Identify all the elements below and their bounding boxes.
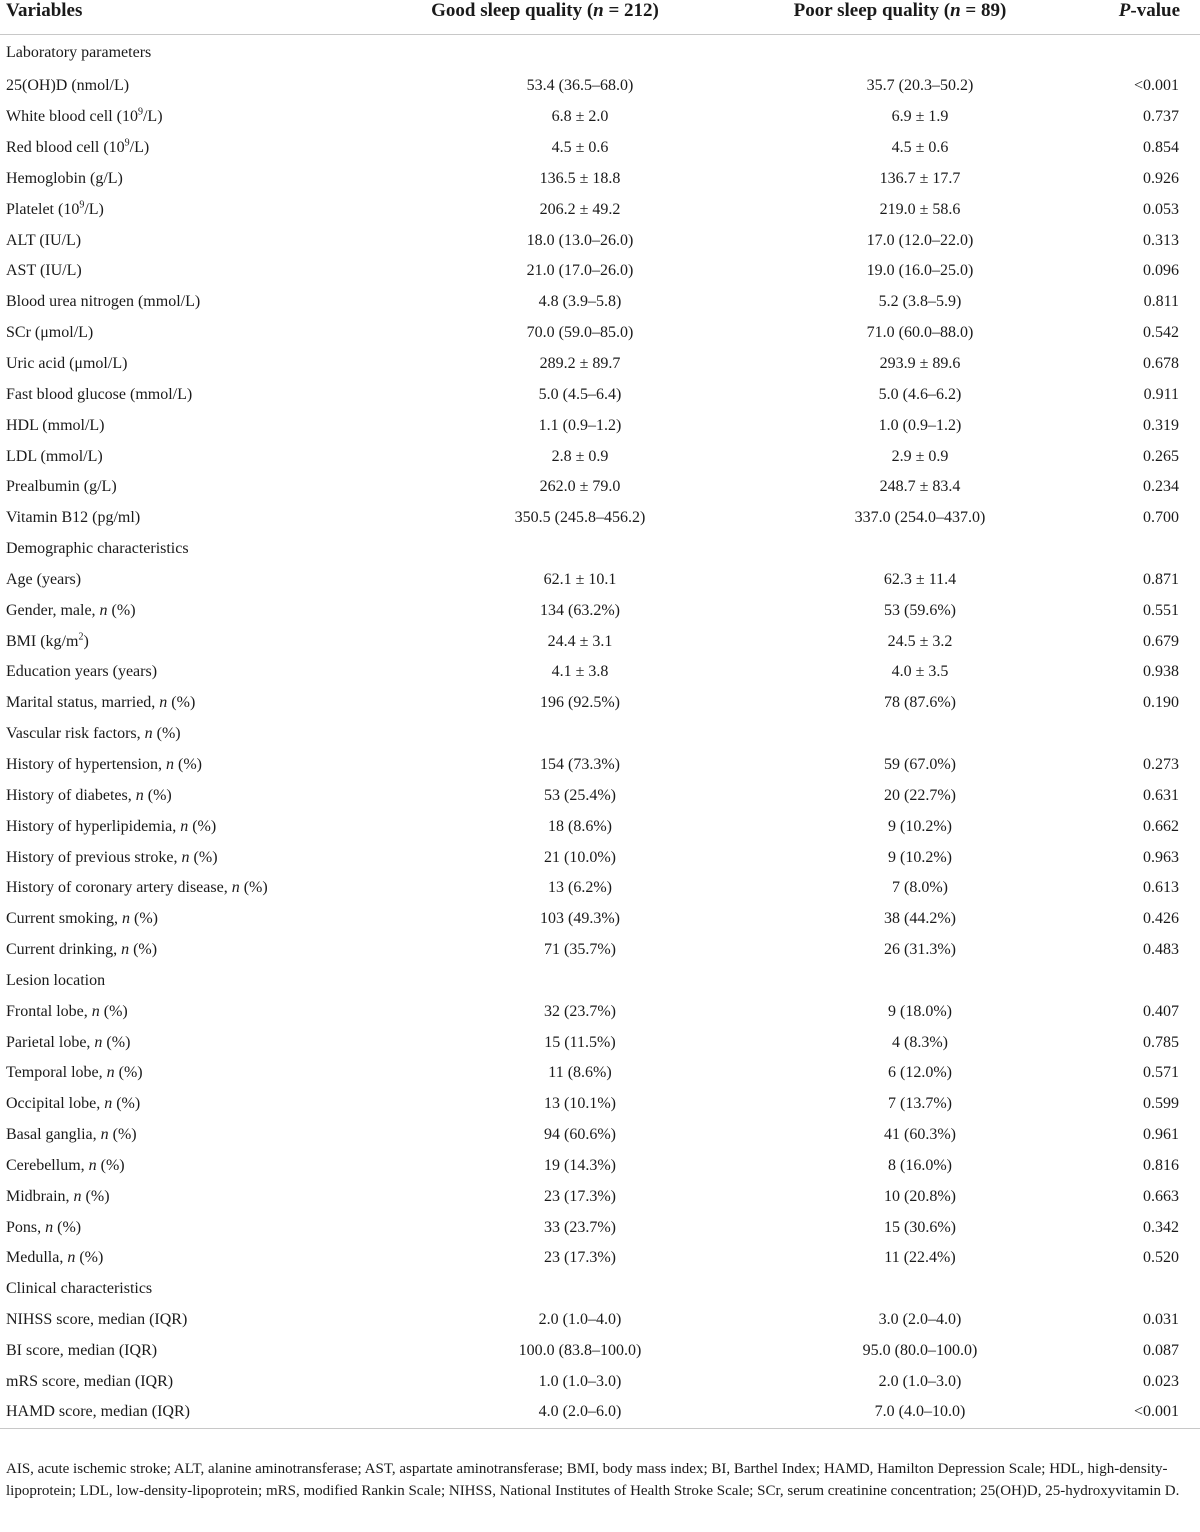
table-row [0,565,1200,596]
table-row [0,441,1200,472]
good-sleep-value: 4.1 ± 3.8 [551,663,609,681]
poor-sleep-value: 6.9 ± 1.9 [891,108,949,126]
good-sleep-value: 262.0 ± 79.0 [539,478,621,496]
poor-sleep-value: 19.0 (16.0–25.0) [866,262,974,280]
poor-sleep-value: 4.5 ± 0.6 [891,139,949,157]
table-row [0,688,1200,719]
poor-sleep-value: 9 (10.2%) [888,817,952,835]
header-p-value: P-value [1090,0,1200,34]
poor-sleep-value: 5.2 (3.8–5.9) [878,293,962,311]
poor-sleep-value: 95.0 (80.0–100.0) [862,1342,978,1360]
section-row [0,534,1200,565]
row-label: Medulla, n (%) [6,1249,104,1267]
row-label: BI score, median (IQR) [6,1342,158,1360]
p-value: 0.854 [1143,139,1179,157]
p-value: 0.816 [1143,1156,1179,1174]
p-value: 0.871 [1143,570,1179,588]
poor-sleep-value: 6 (12.0%) [888,1064,952,1082]
good-sleep-value: 21.0 (17.0–26.0) [526,262,634,280]
poor-sleep-value: 9 (18.0%) [888,1002,952,1020]
poor-sleep-value: 20 (22.7%) [884,786,956,804]
table-row [0,133,1200,164]
p-value: 0.961 [1143,1126,1179,1144]
poor-sleep-value: 2.0 (1.0–3.0) [878,1372,962,1390]
table-row [0,1120,1200,1151]
good-sleep-value: 71 (35.7%) [544,941,616,959]
good-sleep-value: 11 (8.6%) [548,1064,612,1082]
row-label: LDL (mmol/L) [6,447,103,465]
good-sleep-value: 15 (11.5%) [544,1033,616,1051]
poor-sleep-value: 59 (67.0%) [884,755,956,773]
good-sleep-value: 70.0 (59.0–85.0) [526,324,634,342]
row-label: ALT (IU/L) [6,231,82,249]
table-header [0,0,1200,34]
poor-sleep-value: 136.7 ± 17.7 [879,169,961,187]
poor-sleep-value: 3.0 (2.0–4.0) [878,1311,962,1329]
table-row [0,750,1200,781]
row-label: Parietal lobe, n (%) [6,1033,131,1051]
p-value: 0.737 [1143,108,1179,126]
poor-sleep-value: 15 (30.6%) [884,1218,956,1236]
table-row [0,811,1200,842]
poor-sleep-value: 41 (60.3%) [884,1126,956,1144]
p-value: <0.001 [1133,77,1179,95]
good-sleep-value: 94 (60.6%) [544,1126,616,1144]
p-value: 0.571 [1143,1064,1179,1082]
p-value: 0.551 [1143,601,1179,619]
good-sleep-value: 33 (23.7%) [544,1218,616,1236]
poor-sleep-value: 1.0 (0.9–1.2) [878,416,962,434]
poor-sleep-value: 24.5 ± 3.2 [887,632,953,650]
good-sleep-value: 289.2 ± 89.7 [539,355,621,373]
p-value: 0.483 [1143,941,1179,959]
p-value: 0.911 [1143,385,1179,403]
table-row [0,194,1200,225]
poor-sleep-value: 7 (8.0%) [892,879,948,897]
row-label: History of previous stroke, n (%) [6,848,218,866]
poor-sleep-value: 11 (22.4%) [884,1249,956,1267]
table-row [0,1397,1200,1428]
row-label: History of hyperlipidemia, n (%) [6,817,217,835]
p-value: 0.926 [1143,169,1179,187]
good-sleep-value: 196 (92.5%) [540,694,620,712]
row-label: Occipital lobe, n (%) [6,1095,141,1113]
table-footnote: AIS, acute ischemic stroke; ALT, alanine aminotransferase; AST, aspartate aminotransferase; BMI, body mass index; BI, Barthel Index; HAMD, Hamilton Depression Scale; HDL, high-density-lipoprotein; LDL, low-density-lipoprotein; mRS, modified Rankin Scale; NIHSS, National Institutes of Health Stroke Scale; SCr, serum creatinine concentration; 25(OH)D, 25-hydroxyvitamin D. [6,1461,1180,1499]
table-row [0,1058,1200,1089]
row-label: AST (IU/L) [6,262,82,280]
good-sleep-value: 23 (17.3%) [544,1249,616,1267]
poor-sleep-value: 248.7 ± 83.4 [879,478,961,496]
poor-sleep-value: 26 (31.3%) [884,941,956,959]
p-value: 0.407 [1143,1002,1179,1020]
section-row [0,1274,1200,1305]
good-sleep-value: 32 (23.7%) [544,1002,616,1020]
good-sleep-value: 23 (17.3%) [544,1187,616,1205]
p-value: 0.631 [1143,786,1179,804]
poor-sleep-value: 4 (8.3%) [892,1033,948,1051]
p-value: 0.319 [1143,416,1179,434]
row-label: BMI $(kg/m^2)$ [6,631,89,650]
poor-sleep-value: 10 (20.8%) [884,1187,956,1205]
good-sleep-value: 24.4 ± 3.1 [547,632,613,650]
row-label: 25(OH)D (nmol/L) [6,77,130,95]
p-value: 0.273 [1143,755,1179,773]
p-value: 0.700 [1143,509,1179,527]
good-sleep-value: 134 (63.2%) [540,601,620,619]
poor-sleep-value: 5.0 (4.6–6.2) [878,385,962,403]
p-value: 0.426 [1143,910,1179,928]
table-body [0,34,1200,1428]
row-label: History of hypertension, n (%) [6,755,202,773]
header-variables: Variables [0,0,380,34]
poor-sleep-value: 219.0 ± 58.6 [879,200,961,218]
row-label: Marital status, married, n (%) [6,694,196,712]
section-label: Vascular risk factors, n (%) [6,725,181,743]
poor-sleep-value: 71.0 (60.0–88.0) [866,324,974,342]
poor-sleep-value: 7.0 (4.0–10.0) [710,1397,1090,1428]
good-sleep-value: 100.0 (83.8–100.0) [518,1342,642,1360]
p-value: 0.679 [1143,632,1179,650]
good-sleep-value: 53 (25.4%) [544,786,616,804]
header-good-sleep: Good sleep quality (n = 212) [380,0,710,34]
row-label: Current smoking, n (%) [6,910,158,928]
table-row [0,935,1200,966]
row-label: HAMD score, median (IQR) [0,1397,380,1428]
section-row [0,965,1200,996]
good-sleep-value: 4.5 ± 0.6 [551,139,609,157]
row-label: Temporal lobe, n (%) [6,1064,143,1082]
row-label: Prealbumin (g/L) [6,478,117,496]
good-sleep-value: 4.0 (2.0–6.0) [380,1397,710,1428]
table-row [0,503,1200,534]
row-label: Basal ganglia, n (%) [6,1126,137,1144]
poor-sleep-value: 9 (10.2%) [888,848,952,866]
good-sleep-value: 4.8 (3.9–5.8) [538,293,622,311]
table-row [0,996,1200,1027]
poor-sleep-value: 4.0 ± 3.5 [891,663,949,681]
table-row [0,904,1200,935]
p-value: <0.001 [1090,1397,1200,1428]
table-row [0,595,1200,626]
good-sleep-value: 2.0 (1.0–4.0) [538,1311,622,1329]
poor-sleep-value: 78 (87.6%) [884,694,956,712]
section-label: Laboratory parameters [6,43,152,61]
p-value: 0.053 [1143,200,1179,218]
row-label: Uric acid (μmol/L) [6,355,128,373]
table-row [0,1366,1200,1397]
p-value: 0.096 [1143,262,1179,280]
row-label: HDL (mmol/L) [6,416,105,434]
table-row [0,410,1200,441]
p-value: 0.342 [1143,1218,1179,1236]
row-label: mRS score, median (IQR) [6,1372,174,1390]
table-row [0,1305,1200,1336]
poor-sleep-value: 7 (13.7%) [888,1095,952,1113]
table-row [0,873,1200,904]
p-value: 0.662 [1143,817,1179,835]
poor-sleep-value: 2.9 ± 0.9 [891,447,949,465]
row-label: Education years (years) [6,663,158,681]
p-value: 0.938 [1143,663,1179,681]
poor-sleep-value: 8 (16.0%) [888,1156,952,1174]
table-row [0,1027,1200,1058]
table-row [0,102,1200,133]
p-value: 0.663 [1143,1187,1179,1205]
good-sleep-value: 1.0 (1.0–3.0) [538,1372,622,1390]
table-row [0,472,1200,503]
good-sleep-value: 1.1 (0.9–1.2) [538,416,622,434]
good-sleep-value: 19 (14.3%) [544,1156,616,1174]
p-value: 0.613 [1143,879,1179,897]
p-value: 0.031 [1143,1311,1179,1329]
table-row [0,225,1200,256]
good-sleep-value: 62.1 ± 10.1 [543,570,617,588]
good-sleep-value: 6.8 ± 2.0 [551,108,609,126]
p-value: 0.542 [1143,324,1179,342]
table-row [0,71,1200,102]
good-sleep-value: 136.5 ± 18.8 [539,169,621,187]
row-label: Cerebellum, n (%) [6,1156,125,1174]
table-row [0,1151,1200,1182]
p-value: 0.234 [1143,478,1179,496]
table-row [0,780,1200,811]
table-row [0,164,1200,195]
good-sleep-value: 103 (49.3%) [540,910,620,928]
row-label: NIHSS score, median (IQR) [6,1311,188,1329]
table-row [0,1089,1200,1120]
table-row [0,1212,1200,1243]
row-label: Gender, male, n (%) [6,601,136,619]
section-row [0,719,1200,750]
table-row [0,318,1200,349]
p-value: 0.785 [1143,1033,1179,1051]
header-poor-sleep: Poor sleep quality (n = 89) [710,0,1090,34]
row-label: Pons, n (%) [6,1218,82,1236]
row-label: Midbrain, n (%) [6,1187,110,1205]
good-sleep-value: 350.5 (245.8–456.2) [514,509,646,527]
good-sleep-value: 53.4 (36.5–68.0) [526,77,634,95]
poor-sleep-value: 53 (59.6%) [884,601,956,619]
good-sleep-value: 18.0 (13.0–26.0) [526,231,634,249]
row-label: Hemoglobin (g/L) [6,169,123,187]
p-value: 0.313 [1143,231,1179,249]
row-label: Red blood cell $(10^9/L)$ [6,137,150,157]
good-sleep-value: 5.0 (4.5–6.4) [538,385,622,403]
row-label: Vitamin B12 (pg/ml) [6,509,141,527]
section-row [0,34,1200,71]
good-sleep-value: 154 (73.3%) [540,755,620,773]
table-row [0,349,1200,380]
poor-sleep-value: 17.0 (12.0–22.0) [866,231,974,249]
good-sleep-value: 13 (6.2%) [548,879,612,897]
table-row [0,1336,1200,1367]
p-value: 0.599 [1143,1095,1179,1113]
poor-sleep-value: 293.9 ± 89.6 [879,355,961,373]
table-row [0,256,1200,287]
row-label: Blood urea nitrogen (mmol/L) [6,293,201,311]
row-label: Fast blood glucose (mmol/L) [6,385,193,403]
good-sleep-value: 206.2 ± 49.2 [539,200,621,218]
table-row [0,287,1200,318]
table-row [0,626,1200,657]
row-label: Frontal lobe, n (%) [6,1002,128,1020]
good-sleep-value: 2.8 ± 0.9 [551,447,609,465]
poor-sleep-value: 38 (44.2%) [884,910,956,928]
p-value: 0.087 [1143,1342,1179,1360]
table-row [0,1243,1200,1274]
p-value: 0.190 [1143,694,1179,712]
good-sleep-value: 18 (8.6%) [548,817,612,835]
p-value: 0.963 [1143,848,1179,866]
p-value: 0.678 [1143,355,1179,373]
p-value: 0.811 [1143,293,1179,311]
table-row [0,657,1200,688]
poor-sleep-value: 337.0 (254.0–437.0) [854,509,986,527]
poor-sleep-value: 62.3 ± 11.4 [883,570,957,588]
table-row [0,379,1200,410]
row-label: Platelet $(10^9/L)$ [6,199,104,218]
row-label: White blood cell $(10^9/L)$ [6,106,163,126]
section-label: Demographic characteristics [6,540,189,558]
table-row [0,842,1200,873]
section-label: Clinical characteristics [6,1280,153,1298]
poor-sleep-value: 35.7 (20.3–50.2) [866,77,974,95]
row-label: Current drinking, n (%) [6,941,158,959]
p-value: 0.520 [1143,1249,1179,1267]
row-label: History of coronary artery disease, n (%) [6,879,268,897]
p-value: 0.265 [1143,447,1179,465]
row-label: SCr (μmol/L) [6,324,94,342]
good-sleep-value: 21 (10.0%) [544,848,616,866]
good-sleep-value: 13 (10.1%) [544,1095,616,1113]
row-label: History of diabetes, n (%) [6,786,172,804]
section-label: Lesion location [6,971,106,989]
p-value: 0.023 [1143,1372,1179,1390]
table-row [0,1181,1200,1212]
row-label: Age (years) [6,570,82,588]
